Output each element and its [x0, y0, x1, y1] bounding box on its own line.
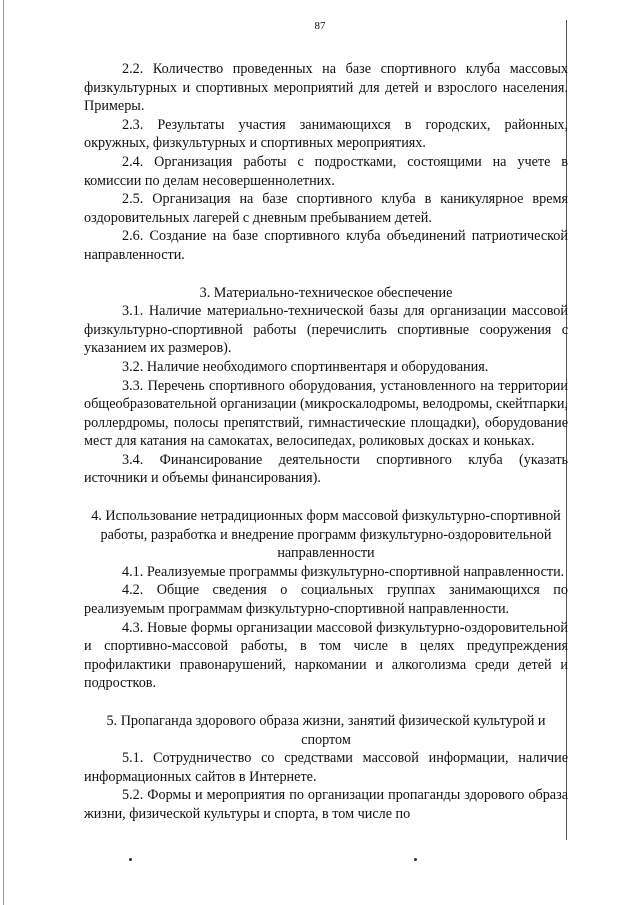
paragraph-2-4: 2.4. Организация работы с подростками, состоящими на учете в комиссии по делам несовершеннолетних. — [84, 153, 568, 189]
paragraph-4-2: 4.2. Общие сведения о социальных группах занимающихся по реализуемым программам физкультурно-спортивной направленности. — [84, 582, 568, 618]
scan-dot-mark — [129, 858, 132, 861]
paragraph-3-1: 3.1. Наличие материально-технической базы для организации массовой физкультурно-спортивной работы (перечислить спортивные сооружения с указанием их размеров). — [84, 303, 568, 357]
page-number: 87 — [314, 20, 326, 32]
paragraph-5-1: 5.1. Сотрудничество со средствами массовой информации, наличие информационных сайтов в Интернете. — [84, 750, 568, 785]
paragraph-5-2: 5.2. Формы и мероприятия по организации пропаганды здорового образа жизни, физической культуры и спорта, в том числе по — [84, 787, 568, 822]
section-5-heading: 5. Пропаганда здорового образа жизни, занятий физической культурой и спортом — [106, 713, 546, 748]
section-spacer — [84, 265, 568, 284]
paragraph-3-3: 3.3. Перечень спортивного оборудования, установленного на территории общеобразовательной организации (микроскалодромы, велодромы, скейтпарки, роллердромы, полосы препятствий, гимнастические площадки), оборудование мест для катания на самокатах, велосипедах, роликовых досках и коньках. — [84, 377, 568, 450]
section-spacer — [84, 488, 568, 507]
paragraph-2-6: 2.6. Создание на базе спортивного клуба объединений патриотической направленности. — [84, 228, 568, 263]
paragraph-3-2: 3.2. Наличие необходимого спортинвентаря и оборудования. — [122, 358, 489, 375]
scan-edge-left — [3, 0, 4, 905]
paragraph-4-1: 4.1. Реализуемые программы физкультурно-спортивной направленности. — [122, 563, 565, 580]
section-4-heading: 4. Использование нетрадиционных форм массовой физкультурно-спортивной работы, разработка и внедрение программ физкультурно-оздоровительной направленности — [91, 508, 561, 562]
paragraph-4-3: 4.3. Новые формы организации массовой физкультурно-оздоровительной и спортивно-массовой работы, в том числе в целях предупреждения профилактики правонарушений, наркомании и алкоголизма среди детей и подростков. — [84, 619, 568, 692]
scan-dot-mark — [414, 858, 417, 861]
document-body — [84, 60, 568, 824]
section-spacer — [84, 693, 568, 712]
paragraph-2-3: 2.3. Результаты участия занимающихся в городских, районных, окружных, физкультурных и спортивных мероприятиях. — [84, 116, 568, 152]
paragraph-3-4: 3.4. Финансирование деятельности спортивного клуба (указать источники и объемы финансирования). — [84, 451, 568, 487]
section-3-heading: 3. Материально-техническое обеспечение — [199, 284, 453, 301]
paragraph-2-5: 2.5. Организация на базе спортивного клуба в каникулярное время оздоровительных лагерей с дневным пребыванием детей. — [84, 191, 568, 226]
paragraph-2-2: 2.2. Количество проведенных на базе спортивного клуба массовых физкультурных и спортивных мероприятий для детей и взрослого населения. Примеры. — [84, 61, 568, 115]
